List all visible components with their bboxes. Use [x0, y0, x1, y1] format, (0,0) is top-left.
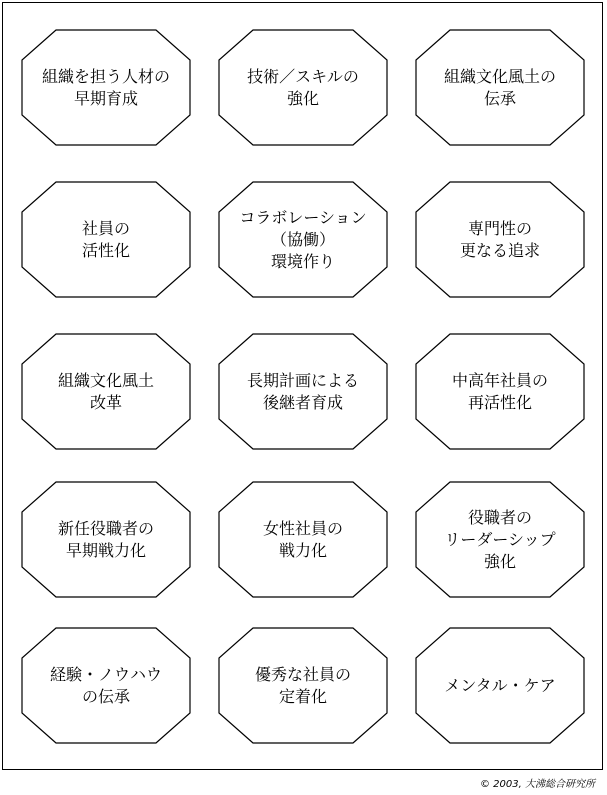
octagon-label	[424, 30, 576, 145]
octagon-label	[30, 334, 182, 449]
octagon-label	[227, 482, 379, 597]
octagon-label	[424, 628, 576, 743]
octagon-item	[22, 482, 190, 597]
octagon-item	[219, 30, 387, 145]
octagon-item	[219, 334, 387, 449]
octagon-label-line: 役職者の	[467, 507, 532, 527]
octagon-label-line: 経験・ノウハウ	[49, 664, 162, 684]
octagon-label-line: 専門性の	[467, 218, 532, 238]
octagon-item	[219, 182, 387, 297]
octagon-item	[22, 628, 190, 743]
octagon-item	[219, 628, 387, 743]
octagon-label-line: の伝承	[81, 686, 130, 706]
octagon-label	[30, 30, 182, 145]
octagon-label-line: 伝承	[483, 88, 516, 108]
octagon-label-line: 優秀な社員の	[254, 664, 351, 684]
octagon-item	[416, 334, 584, 449]
octagon-item	[416, 628, 584, 743]
octagon-label-line: 新任役職者の	[57, 518, 154, 538]
octagon-item	[22, 30, 190, 145]
octagon-label-line: 技術／スキルの	[247, 66, 359, 86]
octagon-label-line: 再活性化	[467, 392, 532, 412]
octagon-label-line: 更なる追求	[459, 240, 540, 260]
octagon-label	[424, 334, 576, 449]
octagon-label-line: 早期戦力化	[65, 540, 146, 560]
octagon-item	[416, 30, 584, 145]
octagon-label-line: メンタル・ケア	[444, 675, 556, 695]
octagon-label-line: （協働）	[270, 229, 335, 249]
octagon-label-line: 強化	[286, 88, 319, 108]
octagon-label-line: 環境作り	[270, 251, 335, 271]
octagon-label	[30, 182, 182, 297]
octagon-label	[227, 628, 379, 743]
octagon-label-line: 早期育成	[73, 88, 138, 108]
octagon-label-line: コラボレーション	[239, 207, 367, 227]
octagon-label-line: 改革	[89, 392, 122, 412]
octagon-label	[227, 334, 379, 449]
octagon-label-line: 組織文化風土	[57, 370, 154, 390]
octagon-label-line: 長期計画による	[246, 370, 359, 390]
copyright-notice: © 2003, 大沸総合研究所	[480, 779, 595, 790]
octagon-label-line: リーダーシップ	[444, 529, 556, 549]
octagon-label	[227, 30, 379, 145]
octagon-label-line: 社員の	[81, 218, 130, 238]
octagon-label-line: 活性化	[81, 240, 130, 260]
octagon-label	[424, 482, 576, 597]
octagon-label-line: 組織を担う人材の	[41, 66, 170, 86]
octagon-label-line: 強化	[483, 551, 516, 571]
octagon-label-line: 中高年社員の	[451, 370, 548, 390]
octagon-item	[416, 182, 584, 297]
octagon-label-line: 後継者育成	[262, 392, 343, 412]
octagon-label	[424, 182, 576, 297]
octagon-label	[30, 628, 182, 743]
octagon-label-line: 女性社員の	[262, 518, 343, 538]
octagon-item	[416, 482, 584, 597]
octagon-item	[22, 334, 190, 449]
octagon-item	[22, 182, 190, 297]
octagon-item	[219, 482, 387, 597]
octagon-label	[227, 182, 379, 297]
octagon-label-line: 組織文化風土の	[443, 66, 556, 86]
octagon-label-line: 戦力化	[278, 540, 327, 560]
octagon-label-line: 定着化	[278, 686, 327, 706]
octagon-label	[30, 482, 182, 597]
